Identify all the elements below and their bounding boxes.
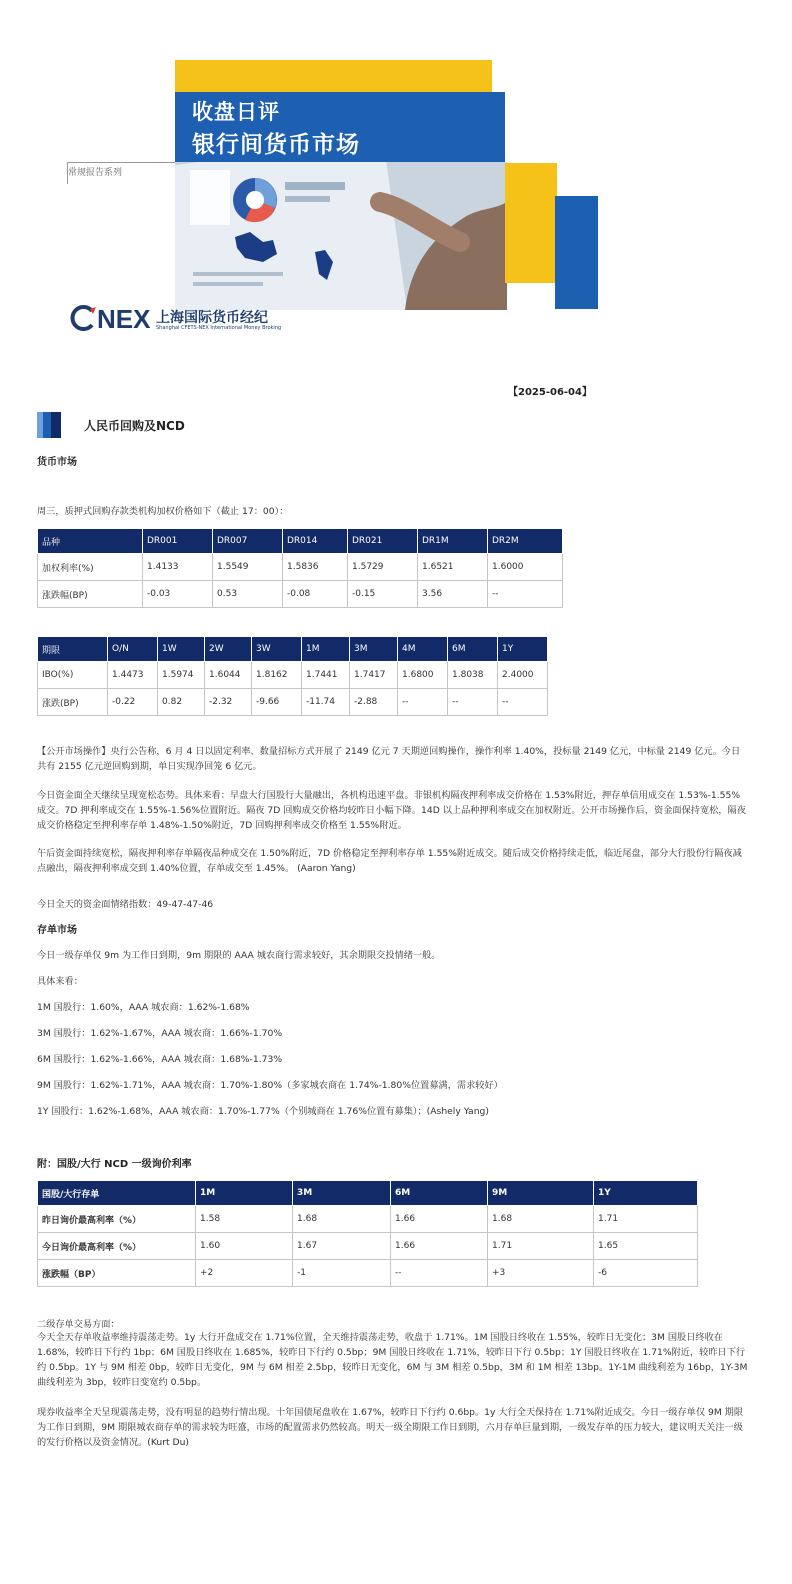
table-cell: 1.4133 xyxy=(143,554,213,581)
funding-afternoon-paragraph: 午后资金面持续宽松，隔夜押利率存单隔夜品种成交在 1.50%附近，7D 价格稳定至押利率存单 1.55%附近成交。随后成交价格持续走低，临近尾盘，部分大行股份行隔夜减点融出，隔夜押利率成交到 1.40%位置，存单成交至 1.45%。 (Aaron Yang) xyxy=(37,848,742,874)
cover-photo xyxy=(175,162,507,310)
secondary-market-title: 二级存单交易方面： xyxy=(37,1319,120,1330)
table-cell: 1.60 xyxy=(196,1233,293,1260)
funding-morning-paragraph: 今日资金面全天继续呈现宽松态势。具体来看：早盘大行国股行大量融出，各机构迅速平盘。非银机构隔夜押利率成交价格在 1.53%附近，押存单信用成交在 1.53%-1.55%成交。7D 押利率成交在 1.55%-1.56%位置附近。隔夜 7D 回购成交价格均较昨日小幅下降。14D 以上品种押利率成交在加权附近。公开市场操作后，资金面保持宽松，隔夜成交价格稳定至押利率存单 1.48%-1.50%附近，7D 回购押利率成交价格至 1.55%附近。 xyxy=(37,790,746,831)
intro-text: 周三，质押式回购存款类机构加权价格如下（截止 17：00）： xyxy=(37,506,289,517)
sentiment-index: 今日全天的资金面情绪指数：49-47-47-46 xyxy=(37,899,214,910)
table-cell: 1.6800 xyxy=(398,662,448,689)
table-cell: 1.68 xyxy=(488,1206,594,1233)
table-header-cell: DR007 xyxy=(213,529,283,554)
ncd-table-title: 附：国股/大行 NCD 一级询价利率 xyxy=(37,1159,192,1170)
secondary-market-paragraph: 今天全天存单收益率维持震荡走势。1y 大行开盘成交在 1.71%位置，全天维持震荡走势，收盘于 1.71%。1M 国股日终收在 1.55%，较昨日无变化；3M 国股日终收在 1.68%，较昨日下行约 1bp；6M 国股日终收在 1.685%，较昨日下行约 0.5bp；9M 国股日终收在 1.71%，较昨日下行 0.5bp；1Y 国股日终收在 1.71%附近，较昨日下行约 0.5bp。1Y 与 9M 相差 0bp，较昨日无变化，9M 与 6M 相差 2.5bp，较昨日无变化，6M 与 3M 相差 0.5bp，3M 和 1M 相差 13bp。1Y-1M 曲线利差为 16bp，1Y-3M 曲线利差为 3bp，较昨日变宽约 0.5bp。 xyxy=(37,1332,748,1388)
table-header-cell: 6M xyxy=(448,637,498,662)
section-icon xyxy=(37,412,61,438)
table-cell: 1.66 xyxy=(391,1206,488,1233)
table-cell: 1.67 xyxy=(293,1233,391,1260)
table-row xyxy=(38,581,563,608)
table-header-cell: 期限 xyxy=(38,637,108,662)
table-header-cell: 3W xyxy=(252,637,302,662)
table-cell: -- xyxy=(498,689,548,716)
table-cell: 1.58 xyxy=(196,1206,293,1233)
series-divider xyxy=(68,162,175,163)
table-cell: 1.7441 xyxy=(302,662,350,689)
table-cell: IBO(%) xyxy=(38,662,108,689)
table-header-cell: DR2M xyxy=(488,529,563,554)
cover-blue-accent xyxy=(555,196,598,309)
table-header-cell: 国股/大行存单 xyxy=(38,1181,196,1206)
table-cell: 涨跌幅(BP) xyxy=(38,581,143,608)
cd-1m-line: 1M 国股行：1.60%，AAA 城农商：1.62%-1.68% xyxy=(37,1002,250,1013)
table-cell: 1.7417 xyxy=(350,662,398,689)
cd-detail-label: 具体来看： xyxy=(37,976,83,987)
table-cell: 1.5549 xyxy=(213,554,283,581)
logo-company-cn: 上海国际货币经纪 xyxy=(156,310,268,326)
table-cell: -2.32 xyxy=(205,689,252,716)
cd-6m-line: 6M 国股行：1.62%-1.66%，AAA 城农商：1.68%-1.73% xyxy=(37,1054,283,1065)
table-header-row xyxy=(38,529,563,554)
table-header-cell: 3M xyxy=(293,1181,391,1206)
table-header-cell: 6M xyxy=(391,1181,488,1206)
table-row xyxy=(38,1260,698,1287)
bond-market-paragraph: 现券收益率全天呈现震荡走势，没有明显的趋势行情出现。十年国债尾盘收在 1.67%，较昨日下行约 0.6bp。1y 大行全天保持在 1.71%附近成交。今日一级存单仅 9M 期限为工作日到期，9M 期限城农商存单的需求较为旺盛，市场的配置需求仍然较高。明天一级全期限工作日到期，六月存单巨量到期，一级发存单的压力较大，建议明天关注一级的发行价格以及资金情况。(Kurt Du) xyxy=(37,1407,744,1448)
table-row xyxy=(38,689,548,716)
table-cell: 1.5729 xyxy=(348,554,418,581)
table-cell: -9.66 xyxy=(252,689,302,716)
table-cell: -0.15 xyxy=(348,581,418,608)
table-cell: +2 xyxy=(196,1260,293,1287)
cover-subtitle: 银行间货币市场 xyxy=(192,132,360,158)
table-cell: 1.68 xyxy=(293,1206,391,1233)
ncd-rate-table xyxy=(37,1180,698,1287)
cd-market-title: 存单市场 xyxy=(37,925,77,936)
table-cell: 1.6521 xyxy=(418,554,488,581)
table-header-cell: 1W xyxy=(158,637,205,662)
table-cell: -0.22 xyxy=(108,689,158,716)
table-header-cell: DR001 xyxy=(143,529,213,554)
table-cell: -- xyxy=(391,1260,488,1287)
table-cell: 涨跌幅（BP） xyxy=(38,1260,196,1287)
table-cell: 1.4473 xyxy=(108,662,158,689)
table-cell: 2.4000 xyxy=(498,662,548,689)
section-title: 人民币回购及NCD xyxy=(84,419,185,433)
table-header-cell: DR1M xyxy=(418,529,488,554)
table-cell: 1.8038 xyxy=(448,662,498,689)
table-header-cell: DR021 xyxy=(348,529,418,554)
table-cell: -1 xyxy=(293,1260,391,1287)
table-header-row xyxy=(38,637,548,662)
cd-summary: 今日一级存单仅 9m 为工作日到期，9m 期限的 AAA 城农商行需求较好，其余期限交投情绪一般。 xyxy=(37,950,441,961)
table-cell: -- xyxy=(448,689,498,716)
table-row xyxy=(38,1233,698,1260)
table-cell: 1.66 xyxy=(391,1233,488,1260)
table-cell: 1.5836 xyxy=(283,554,348,581)
table-cell: +3 xyxy=(488,1260,594,1287)
cover-yellow-accent xyxy=(505,163,557,283)
table-cell: 1.71 xyxy=(594,1206,698,1233)
table-cell: -11.74 xyxy=(302,689,350,716)
table-row xyxy=(38,554,563,581)
table-cell: -0.08 xyxy=(283,581,348,608)
table-cell: 今日询价最高利率（%） xyxy=(38,1233,196,1260)
table-cell: -0.03 xyxy=(143,581,213,608)
table-header-cell: 品种 xyxy=(38,529,143,554)
table-cell: 昨日询价最高利率（%） xyxy=(38,1206,196,1233)
logo-brand: NEX xyxy=(97,304,151,334)
table-cell: 3.56 xyxy=(418,581,488,608)
table-row xyxy=(38,1206,698,1233)
table-header-cell: 1M xyxy=(302,637,350,662)
table-cell: 1.65 xyxy=(594,1233,698,1260)
series-label: 常规报告系列 xyxy=(68,168,123,178)
table-cell: 1.5974 xyxy=(158,662,205,689)
table-cell: 1.6000 xyxy=(488,554,563,581)
cd-1y-line: 1Y 国股行：1.62%-1.68%，AAA 城农商：1.70%-1.77%（个别城商在 1.76%位置有募集）；(Ashely Yang) xyxy=(37,1106,489,1117)
table-cell: 0.82 xyxy=(158,689,205,716)
table-header-row xyxy=(38,1181,698,1206)
nex-logo-icon xyxy=(70,305,94,331)
table-cell: 1.71 xyxy=(488,1233,594,1260)
table-header-cell: 1Y xyxy=(498,637,548,662)
table-cell: 0.53 xyxy=(213,581,283,608)
cd-3m-line: 3M 国股行：1.62%-1.67%，AAA 城农商：1.66%-1.70% xyxy=(37,1028,283,1039)
table-cell: 涨跌(BP) xyxy=(38,689,108,716)
cover-title: 收盘日评 xyxy=(192,100,280,124)
ibo-rate-table xyxy=(37,636,548,716)
table-header-cell: 1M xyxy=(196,1181,293,1206)
cd-9m-line: 9M 国股行：1.62%-1.71%，AAA 城农商：1.70%-1.80%（多家城农商在 1.74%-1.80%位置募满，需求较好） xyxy=(37,1080,503,1091)
table-cell: 加权利率(%) xyxy=(38,554,143,581)
table-cell: 1.6044 xyxy=(205,662,252,689)
table-header-cell: O/N xyxy=(108,637,158,662)
table-cell: -6 xyxy=(594,1260,698,1287)
money-market-title: 货币市场 xyxy=(37,457,77,468)
table-header-cell: DR014 xyxy=(283,529,348,554)
table-header-cell: 3M xyxy=(350,637,398,662)
dr-rate-table xyxy=(37,528,563,608)
table-cell: -- xyxy=(488,581,563,608)
table-header-cell: 4M xyxy=(398,637,448,662)
table-header-cell: 2W xyxy=(205,637,252,662)
table-header-cell: 1Y xyxy=(594,1181,698,1206)
open-market-paragraph: 【公开市场操作】央行公告称，6 月 4 日以固定利率、数量招标方式开展了 2149 亿元 7 天期逆回购操作，操作利率 1.40%，投标量 2149 亿元，中标量 2149 亿元。今日共有 2155 亿元逆回购到期，单日实现净回笼 6 亿元。 xyxy=(37,746,741,772)
table-cell: -- xyxy=(398,689,448,716)
table-row xyxy=(38,662,548,689)
table-cell: 1.8162 xyxy=(252,662,302,689)
logo-company-en: Shanghai CFETS-NEX International Money Broking xyxy=(156,325,282,331)
table-cell: -2.88 xyxy=(350,689,398,716)
report-date: 【2025-06-04】 xyxy=(508,387,592,398)
table-header-cell: 9M xyxy=(488,1181,594,1206)
